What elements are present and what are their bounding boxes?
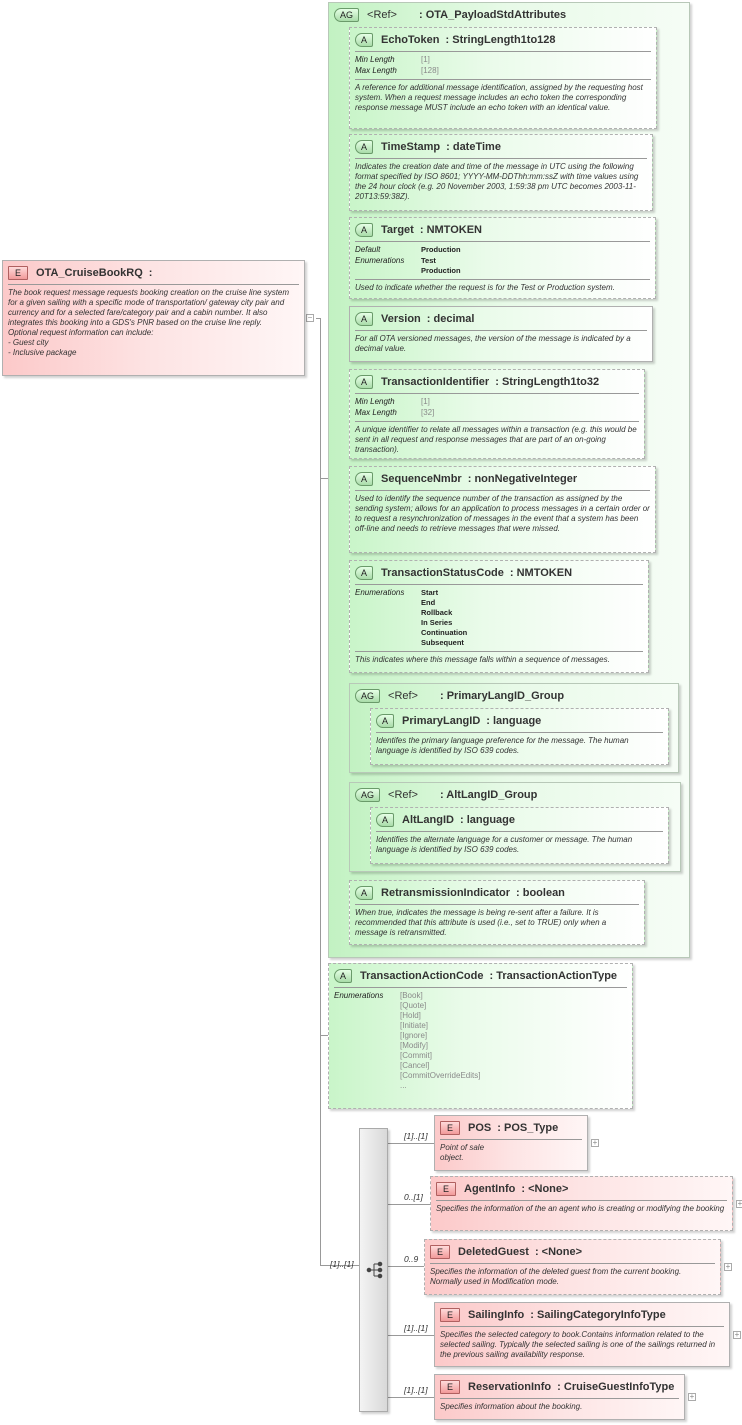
node-type: : language [460,814,515,826]
property-row [355,408,639,418]
description: Specifies information about the booking. [440,1402,583,1411]
node-type: : AltLangID_Group [440,789,537,801]
element-badge-icon: E [436,1182,456,1196]
sequence-cardinality: [1]..[1] [330,1259,354,1269]
property-value: Production [421,266,461,275]
element-ReservationInfo[interactable] [434,1374,685,1420]
property-value: [Book] [400,991,423,1000]
attribute-TimeStamp[interactable] [349,134,653,211]
separator [440,1139,582,1140]
property-row [355,55,651,65]
node-name: DeletedGuest [458,1246,529,1258]
description: Specifies the selected category to book.Contains information related to the selected sailing. Typically the selected sailing is one of the sailings returned in the previous sailing availability response. [440,1330,716,1359]
attribute-EchoToken[interactable] [349,27,657,129]
element-SailingInfo[interactable] [434,1302,730,1367]
property-value: [CommitOverrideEdits] [400,1071,481,1080]
description: Specifies the information of the deleted guest from the current booking. Normally used in Modification mode. [430,1267,682,1286]
separator [8,284,299,285]
expand-toggle[interactable]: + [725,1262,731,1271]
separator [440,1398,679,1399]
separator [376,732,663,733]
property-label: Min Length [355,397,395,406]
property-value: [Hold] [400,1011,421,1020]
attribute-badge-icon: A [355,312,373,326]
property-row [355,588,643,648]
property-values [421,256,461,276]
attribute-badge-icon: A [355,375,373,389]
attribute-group-badge-icon: AG [334,8,359,22]
separator [355,241,650,242]
property-row [334,991,627,1091]
description: Identifes the primary language preference for the message. The human language is identified by ISO 639 codes. [376,736,629,755]
property-row [355,256,650,276]
property-value: [Ignore] [400,1031,428,1040]
property-value: In Series [421,618,453,627]
node-type: : CruiseGuestInfoType [557,1381,674,1393]
separator [355,584,643,585]
ref-label: <Ref> [388,789,418,801]
property-row [355,66,651,76]
box-header [376,812,663,828]
separator [355,393,639,394]
node-name: RetransmissionIndicator [381,887,510,899]
element-badge-icon: E [440,1308,460,1322]
child-cardinality: 0..9 [404,1254,419,1264]
node-type [149,267,153,279]
property-label: Min Length [355,55,395,64]
box-header [355,471,650,487]
property-label: Max Length [355,66,397,75]
property-value: [1] [421,55,430,64]
separator [436,1200,727,1201]
property-label: Max Length [355,408,397,417]
collapse-toggle[interactable]: − [307,313,313,322]
attribute-AltLangID[interactable] [370,807,669,864]
description: When true, indicates the message is being re-sent after a failure. It is recommended that this attribute is used (i.e., set to TRUE) only when a message is retransmitted. [355,908,607,937]
property-values [421,588,467,648]
description: Identifies the alternate language for a customer or message. The human language is identified by ISO 639 codes. [376,835,633,854]
box-header [355,374,639,390]
expand-toggle[interactable]: + [737,1198,742,1208]
attribute-PrimaryLangID[interactable] [370,708,669,765]
separator [355,904,639,905]
property-value: [Modify] [400,1041,429,1050]
node-type: : <None> [535,1246,582,1258]
attribute-group-badge-icon: AG [355,788,380,802]
attribute-Target[interactable] [349,217,656,299]
node-name: TransactionActionCode [360,970,484,982]
description: Used to identify the sequence number of the transaction as assigned by the sending system; allows for an application to process messages in a certain order or to request a resynchronization of messages in the event that a system has been off-line and needs to retrieve messages that were missed. [355,494,650,533]
box-header [334,968,627,984]
node-type: : NMTOKEN [420,224,482,236]
node-type: : POS_Type [497,1122,558,1134]
attribute-badge-icon: A [355,223,373,237]
ref-label: <Ref> [388,690,418,702]
node-type: : dateTime [446,141,501,153]
ref-label: <Ref> [367,9,397,21]
box-header [355,311,647,327]
box-header [355,885,639,901]
box-header [334,7,684,23]
expand-toggle[interactable]: + [592,1138,598,1147]
node-type: : <None> [521,1183,568,1195]
box-header [355,222,650,238]
node-type: : OTA_PayloadStdAttributes [419,9,566,21]
property-value: ... [400,1081,407,1090]
description: This indicates where this message falls within a sequence of messages. [355,655,610,664]
box-header [355,32,651,48]
box-header [355,565,643,581]
node-type: : decimal [427,313,475,325]
attribute-SequenceNmbr[interactable] [349,466,656,553]
attribute-TransactionIdentifier[interactable] [349,369,645,459]
node-name: OTA_CruiseBookRQ [36,267,143,279]
node-name: TransactionIdentifier [381,376,490,388]
property-value: [32] [421,408,435,417]
property-row [355,245,650,255]
element-badge-icon: E [430,1245,450,1259]
element-badge-icon: E [440,1121,460,1135]
separator [355,490,650,491]
node-type: : boolean [516,887,565,899]
element-DeletedGuest[interactable] [424,1239,721,1295]
box-header [430,1244,715,1260]
node-name: AgentInfo [464,1183,516,1195]
attribute-badge-icon: A [355,472,373,486]
child-cardinality: 0..[1] [404,1192,423,1202]
description: Specifies the information of the an agent who is creating or modifying the booking [436,1204,725,1213]
property-label: Enumerations [334,991,384,1000]
node-type: : language [486,715,541,727]
property-label: Default [355,245,381,254]
separator [355,158,647,159]
node-type: : PrimaryLangID_Group [440,690,564,702]
property-value: [Quote] [400,1001,427,1010]
node-type: : StringLength1to32 [495,376,599,388]
property-value: [1] [421,397,430,406]
separator [334,987,627,988]
element-badge-icon: E [8,266,28,280]
box-header [376,713,663,729]
separator [440,1326,724,1327]
box-header [355,688,673,704]
attribute-badge-icon: A [376,714,394,728]
root-element-OTA_CruiseBookRQ[interactable] [2,260,305,376]
property-value: Subsequent [421,638,464,647]
description: Indicates the creation date and time of the message in UTC using the following format specified by ISO 8601; YYYY-MM-DDThh:mm:ssZ with time values using the 24 hour clock (e.g. 20 November 2003, 1:59:38 pm UTC becomes 2003-11-20T13:59:38Z). [355,162,639,201]
property-value: Rollback [421,608,453,617]
expand-toggle[interactable]: + [734,1329,740,1339]
separator [355,651,643,652]
node-name: Version [381,313,421,325]
property-value: Production [421,245,461,254]
property-values [421,397,430,407]
node-name: AltLangID [402,814,454,826]
property-values [400,991,480,1091]
node-name: SailingInfo [468,1309,525,1321]
node-type: : SailingCategoryInfoType [530,1309,666,1321]
node-type: : NMTOKEN [510,567,572,579]
box-header [8,265,299,281]
box-header [440,1379,679,1395]
separator [355,421,639,422]
attribute-badge-icon: A [334,969,352,983]
node-type: : TransactionActionType [489,970,617,982]
node-type: : StringLength1to128 [446,34,556,46]
description: The book request message requests booking creation on the cruise line system for a given sailing with a specific mode of transportation/ gateway city pair and currency and for a selected fare/category pair and a cabin number. It also integrates this booking into a GDS's PNR based on the cruise line reply. Optional request information can include: - Guest city - Inclusive package [8,288,290,357]
separator [355,51,651,52]
property-values [421,408,434,418]
expand-toggle[interactable]: + [689,1392,695,1401]
attribute-TransactionStatusCode[interactable] [349,560,649,673]
element-badge-icon: E [440,1380,460,1394]
property-label: Enumerations [355,256,405,265]
property-value: [128] [421,66,439,75]
separator [430,1263,715,1264]
box-header [436,1181,727,1197]
description: Point of sale object. [440,1143,485,1162]
description: Used to indicate whether the request is for the Test or Production system. [355,283,615,292]
attribute-badge-icon: A [355,140,373,154]
sequence-icon [360,1129,387,1411]
description: For all OTA versioned messages, the version of the message is indicated by a decimal value. [355,334,631,353]
child-cardinality: [1]..[1] [404,1323,428,1333]
separator [355,79,651,80]
property-value: Test [421,256,436,265]
node-name: TimeStamp [381,141,441,153]
sequence-compositor[interactable] [359,1128,388,1412]
element-AgentInfo[interactable] [430,1176,733,1231]
attribute-badge-icon: A [355,886,373,900]
child-cardinality: [1]..[1] [404,1385,428,1395]
node-type: : nonNegativeInteger [468,473,577,485]
property-value: End [421,598,436,607]
property-values [421,55,430,65]
property-value: Continuation [421,628,468,637]
node-name: TransactionStatusCode [381,567,504,579]
attribute-Version[interactable] [349,306,653,362]
property-values [421,245,461,255]
description: A reference for additional message identification, assigned by the requesting host system. When a request message includes an echo token the corresponding response message MUST include an echo token with an identical value. [355,83,643,112]
attribute-badge-icon: A [376,813,394,827]
property-label: Enumerations [355,588,405,597]
node-name: EchoToken [381,34,440,46]
attribute-badge-icon: A [355,33,373,47]
element-POS[interactable] [434,1115,588,1171]
box-header [355,787,675,803]
separator [355,330,647,331]
attribute-RetransmissionIndicator[interactable] [349,880,645,945]
separator [355,279,650,280]
child-cardinality: [1]..[1] [404,1131,428,1141]
box-header [355,139,647,155]
node-name: PrimaryLangID [402,715,481,727]
property-value: [Commit] [400,1051,432,1060]
box-header [440,1120,582,1136]
attribute-group-badge-icon: AG [355,689,380,703]
property-row [355,397,639,407]
description: A unique identifier to relate all messages within a transaction (e.g. this would be sent in all request and response messages that are part of an on-going transaction). [355,425,637,454]
node-name: Target [381,224,414,236]
separator [376,831,663,832]
box-header [440,1307,724,1323]
attribute-TransactionActionCode[interactable] [328,963,633,1109]
node-name: SequenceNmbr [381,473,462,485]
property-value: [Cancel] [400,1061,430,1070]
node-name: POS [468,1122,492,1134]
node-name: ReservationInfo [468,1381,552,1393]
property-value: [Initiate] [400,1021,429,1030]
attribute-badge-icon: A [355,566,373,580]
property-values [421,66,439,76]
property-value: Start [421,588,439,597]
